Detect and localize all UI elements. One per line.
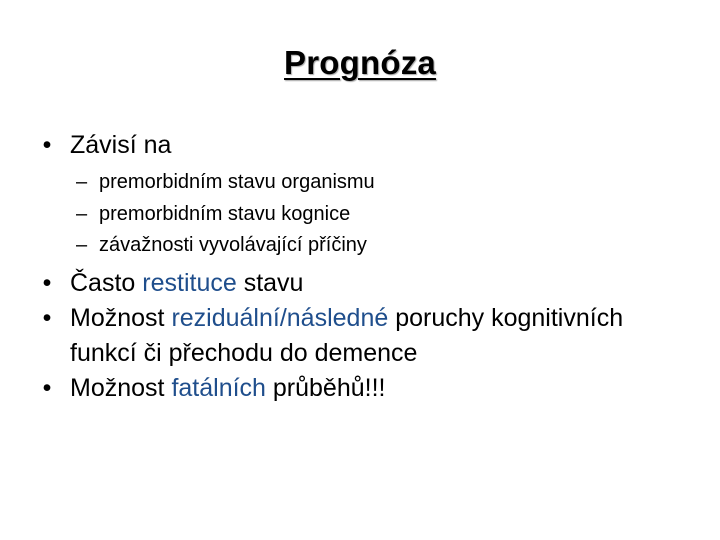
bullet-item [36, 128, 696, 163]
bullet-text: Závisí na [70, 131, 172, 159]
bullet-text-after: průběhů!!! [265, 373, 386, 402]
bullet-item [36, 371, 696, 406]
sub-item [36, 230, 696, 262]
sub-item [36, 167, 696, 199]
bullet-icon: • [42, 268, 52, 297]
bullet-icon: • [42, 303, 52, 332]
sub-item-text: premorbidním stavu kognice [99, 202, 351, 225]
bullet-list [36, 128, 696, 406]
bullet-highlight: reziduální/následné [171, 303, 389, 332]
bullet-item [36, 266, 696, 301]
bullet-text-before: Často [70, 268, 143, 297]
bullet-highlight: fatálních [171, 373, 266, 402]
slide-title: Prognóza [284, 44, 436, 81]
bullet-text-after: poruchy kognitivních funkcí či přechodu do demence [70, 303, 624, 367]
dash-icon: – [76, 171, 88, 193]
sub-item-text: premorbidním stavu organismu [99, 171, 375, 193]
sub-list [36, 167, 696, 262]
dash-icon: – [76, 234, 88, 256]
bullet-highlight: restituce [142, 268, 237, 297]
bullet-item [36, 301, 696, 371]
sub-item [36, 199, 696, 231]
sub-item-text: závažnosti vyvolávající příčiny [99, 234, 367, 256]
bullet-icon: • [42, 131, 52, 159]
bullet-text-after: stavu [236, 268, 304, 297]
dash-icon: – [76, 202, 88, 225]
bullet-text-before: Možnost [70, 373, 172, 402]
bullet-icon: • [42, 373, 52, 402]
bullet-text-before: Možnost [70, 303, 172, 332]
